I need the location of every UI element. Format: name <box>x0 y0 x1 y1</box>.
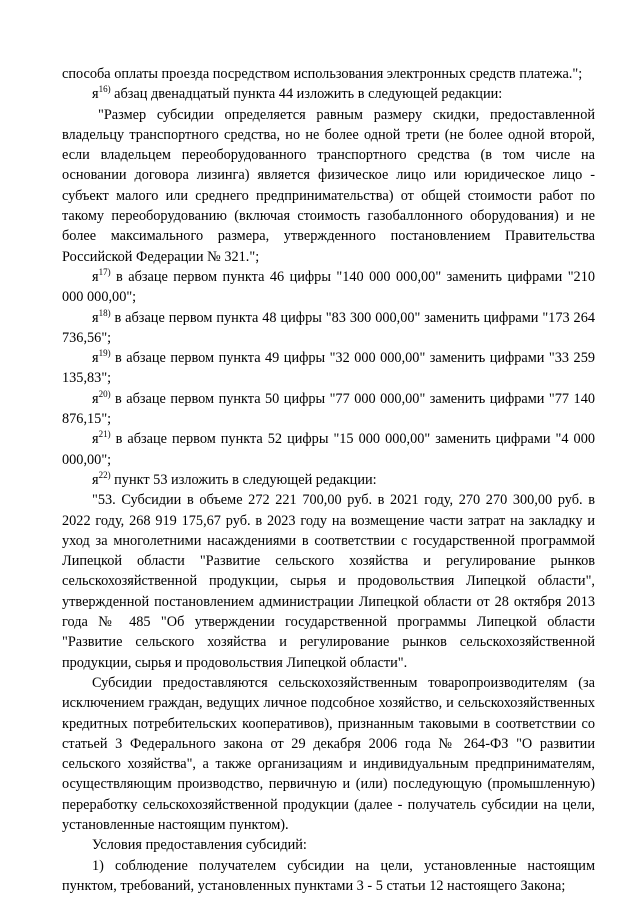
paragraph-recipients: Субсидии предоставляются сельскохозяйственным товаропроизводителям (за исключением граждан, ведущих личное подсобное хозяйство, и сельскохозяйственных кредитных потребительских кооперативов), признанным таковыми в соответствии со статьей 3 Федерального закона от 29 декабря 2006 года № 264-ФЗ "О развитии сельского хозяйства", а также организациям и индивидуальным предпринимателям, осуществляющим производство, первичную и (или) последующую (промышленную) переработку сельскохозяйственной продукции (далее - получатель субсидии на цели, установленные настоящим пунктом). <box>62 674 595 833</box>
list-item-21: $я^{21)}$ в абзаце первом пункта 52 цифры "15 000 000,00" заменить цифрами "4 000 000,00"; <box>62 429 595 468</box>
list-item-20: $я^{20)}$ в абзаце первом пункта 50 цифры "77 000 000,00" заменить цифрами "77 140 876,15"; <box>62 388 595 428</box>
paragraph-condition-1: 1) соблюдение получателем субсидии на цели, установленные настоящим пунктом, требований, установленных пунктами 3 - 5 статьи 12 настоящего Закона; <box>62 857 595 894</box>
list-item-17: $я^{17)}$ в абзаце первом пункта 46 цифры "140 000 000,00" заменить цифрами "210 000 000,00"; <box>62 267 595 306</box>
paragraph-item-53: "53. Субсидии в объеме 272 221 700,00 руб. в 2021 году, 270 270 300,00 руб. в 2022 году, 268 919 175,67 руб. в 2023 году на возмещение части затрат на закладку и уход за многолетними насаждениями в соответствии с государственной программой Липецкой области "Развитие сельского хозяйства и регулирование рынков сельскохозяйственной продукции, сырья и продовольствия Липецкой области", утвержденной постановлением администрации Липецкой области от 28 октября 2013 года № 485 "Об утверждении государственной программы Липецкой области "Развитие сельского хозяйства и регулирование рынков сельскохозяйственной продукции, сырья и продовольствия Липецкой области". <box>62 492 595 671</box>
list-item-22: $я^{22)}$ пункт 53 изложить в следующей редакции: <box>92 470 377 488</box>
paragraph-continuation: способа оплаты проезда посредством использования электронных средств платежа."; <box>62 66 583 82</box>
list-item-18: $я^{18)}$ в абзаце первом пункта 48 цифры "83 300 000,00" заменить цифрами "173 264 736,56"; <box>62 307 595 346</box>
paragraph-subsidy-size: "Размер субсидии определяется равным размеру скидки, предоставленной владельцу транспортного средства, но не более одной трети (не более одной второй, если владельцем переоборудованного транспортного средства (в том числе на основании договора лизинга) является физическое лицо или юридическое лицо - субъект малого или среднего предпринимательства) от общей стоимости работ по такому переоборудованию (включая стоимость газобаллонного оборудования) и не более максимального размера, утвержденного постановлением Правительства Российской Федерации № 321."; <box>62 106 595 265</box>
paragraph-conditions-heading: Условия предоставления субсидий: <box>92 837 307 854</box>
list-item-16: $я^{16)}$ абзац двенадцатый пункта 44 изложить в следующей редакции: <box>92 84 503 103</box>
list-item-19: $я^{19)}$ в абзаце первом пункта 49 цифры "32 000 000,00" заменить цифрами "33 259 135,83"; <box>62 348 595 387</box>
document-body <box>62 64 595 896</box>
